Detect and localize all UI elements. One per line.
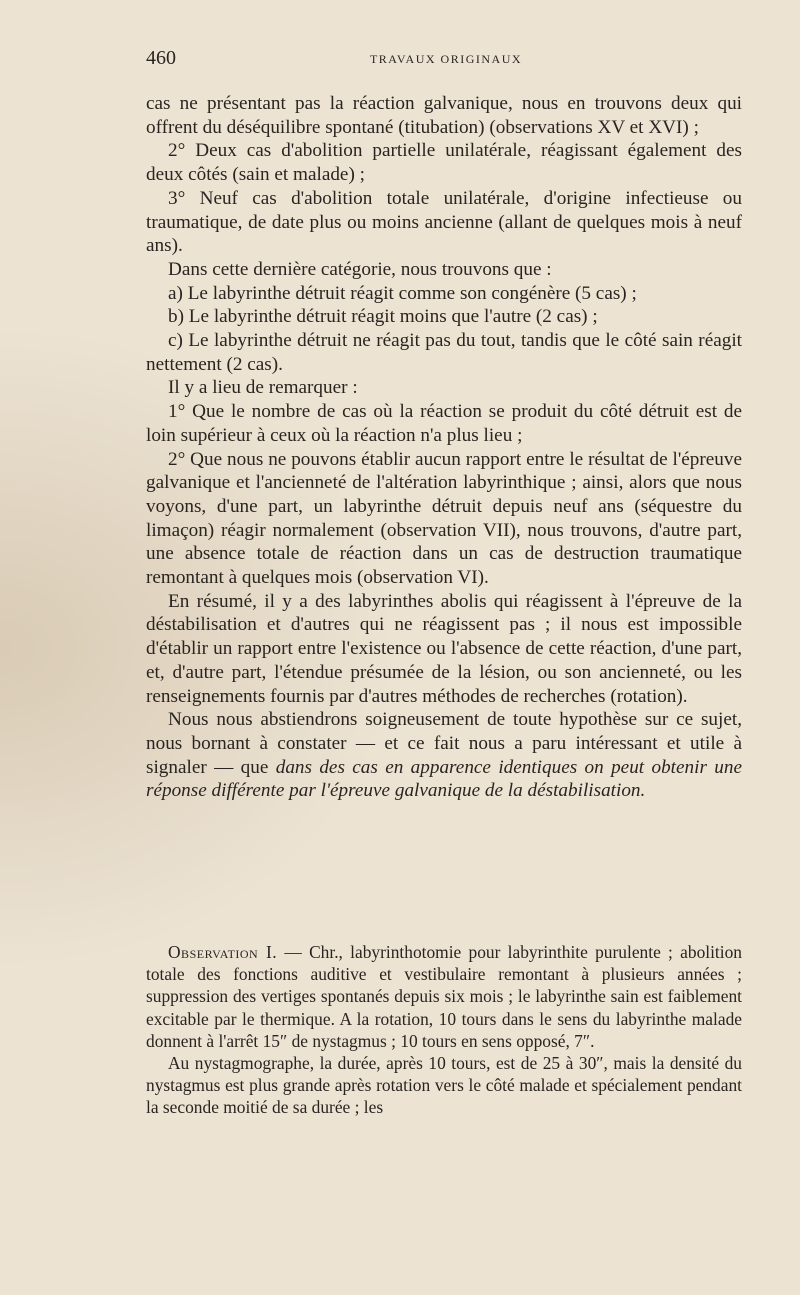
paragraph: 1° Que le nombre de cas où la réaction se produit du côté détruit est de loin supérieur à ceux où la réaction n'a plus lieu ; [146, 401, 742, 446]
italic-conclusion: dans des cas en apparence identiques on peut obtenir une réponse différente par l'épreuve galvanique de la déstabilisation. [146, 756, 742, 802]
paragraph: En résumé, il y a des labyrinthes abolis qui réagissent à l'épreuve de la déstabilisation et d'autres qui ne réagissent pas ; il nous est impossible d'établir un rapport entre l'existence ou l'absence de cette réaction, d'une part, et, d'autre part, l'étendue présumée de la lésion, ou son ancienneté, ou les renseignements fournis par d'autres méthodes de recherches (rotation). [146, 590, 742, 707]
observation-label: Observation I. [168, 942, 278, 962]
running-head: TRAVAUX ORIGINAUX [369, 52, 523, 66]
observation-text: — Chr., labyrinthotomie pour labyrinthite purulente ; abolition totale des fonctions auditive et vestibulaire remontant à plusieurs années ; suppression des vertiges spontanés depuis six mois ; le labyrinthe sain est faiblement excitable par le thermique. A la rotation, 10 tours dans le sens du labyrinthe malade donnent à l'arrêt 15″ de nystagmus ; 10 tours en sens opposé, 7″. [146, 942, 742, 1051]
page-number: 460 [146, 47, 176, 69]
observation-section [146, 941, 742, 1119]
paragraph: b) Le labyrinthe détruit réagit moins que l'autre (2 cas) ; [168, 306, 598, 328]
paragraph [146, 708, 742, 803]
paragraph: cas ne présentant pas la réaction galvanique, nous en trouvons deux qui offrent du déséquilibre spontané (titubation) (observations XV et XVI) ; [146, 93, 742, 138]
main-text [146, 92, 742, 803]
paragraph: 2° Que nous ne pouvons établir aucun rapport entre le résultat de l'épreuve galvanique et l'ancienneté de l'altération labyrinthique ; ainsi, alors que nous voyons, d'une part, un labyrinthe détruit depuis neuf ans (séquestre du limaçon) réagir normalement (observation VII), nous trouvons, d'autre part, une absence totale de réaction dans un cas de destruction traumatique remontant à quelques mois (observation VI). [146, 448, 742, 589]
paragraph: 3° Neuf cas d'abolition totale unilatérale, d'origine infectieuse ou traumatique, de date plus ou moins ancienne (allant de quelques mois à neuf ans). [146, 187, 742, 257]
paragraph: Dans cette dernière catégorie, nous trouvons que : [168, 258, 552, 280]
paragraph: c) Le labyrinthe détruit ne réagit pas du tout, tandis que le côté sain réagit nettement (2 cas). [146, 330, 742, 375]
paragraph: 2° Deux cas d'abolition partielle unilatérale, réagissant également des deux côtés (sain et malade) ; [146, 140, 742, 186]
observation-paragraph: Au nystagmographe, la durée, après 10 tours, est de 25 à 30″, mais la densité du nystagmus est plus grande après rotation vers le côté malade et spécialement pendant la seconde moitié de sa durée ; les [146, 1053, 742, 1118]
paragraph: a) Le labyrinthe détruit réagit comme son congénère (5 cas) ; [168, 282, 637, 304]
paragraph-text: Nous nous abstiendrons soigneusement de toute hypothèse sur ce sujet, nous bornant à constater — et ce fait nous a paru intéressant et utile à signaler — que [146, 709, 742, 778]
page-header [146, 47, 746, 77]
observation-paragraph [146, 941, 742, 1052]
paragraph: Il y a lieu de remarquer : [168, 377, 358, 399]
